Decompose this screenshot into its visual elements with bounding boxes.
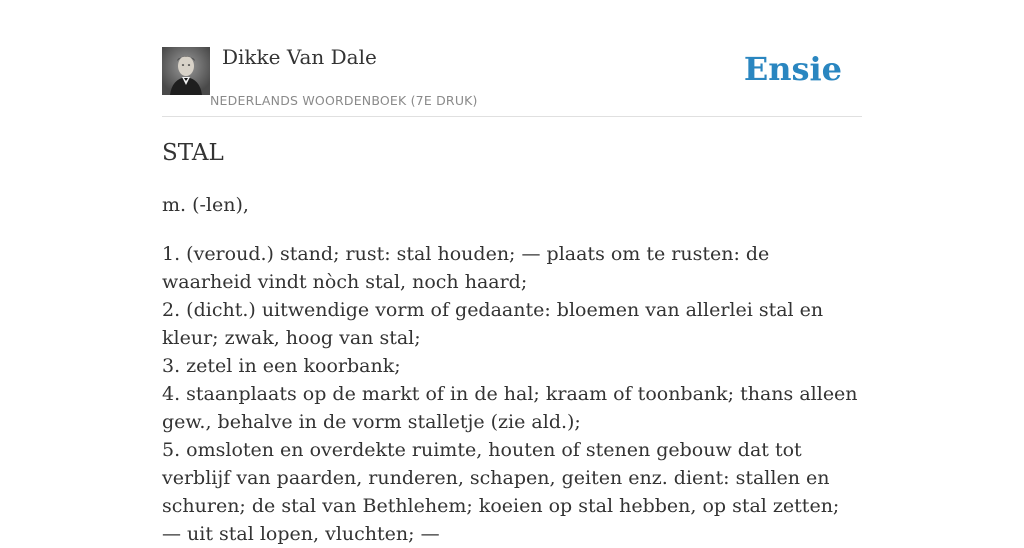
definition-list <box>162 240 862 548</box>
dictionary-page <box>162 0 862 545</box>
definition-item: 4. staanplaats op de markt of in de hal; kraam of toonbank; thans alleen gew., behalve in de vorm stalletje (zie ald.); <box>162 383 858 433</box>
source-avatar[interactable] <box>162 47 210 95</box>
entry-grammar: m. (-len), <box>162 194 249 216</box>
source-subtitle: NEDERLANDS WOORDENBOEK (7E DRUK) <box>210 93 478 108</box>
portrait-icon <box>162 47 210 95</box>
source-header <box>162 0 862 117</box>
brand-logo[interactable]: Ensie <box>743 50 842 88</box>
definition-item: 5. omsloten en overdekte ruimte, houten of stenen gebouw dat tot verblijf van paarden, runderen, schapen, geiten enz. dient: stallen en schuren; de stal van Bethlehem; koeien op stal hebben, op stal zetten; — uit stal lopen, vluchten; — <box>162 439 840 545</box>
definition-item: 2. (dicht.) uitwendige vorm of gedaante: bloemen van allerlei stal en kleur; zwak, hoog van stal; <box>162 299 824 349</box>
entry-title: STAL <box>162 140 224 166</box>
definition-item: 1. (veroud.) stand; rust: stal houden; — plaats om te rusten: de waarheid vindt nòch stal, noch haard; <box>162 243 770 293</box>
source-name[interactable]: Dikke Van Dale <box>222 45 377 69</box>
definition-item: 3. zetel in een koorbank; <box>162 355 401 377</box>
